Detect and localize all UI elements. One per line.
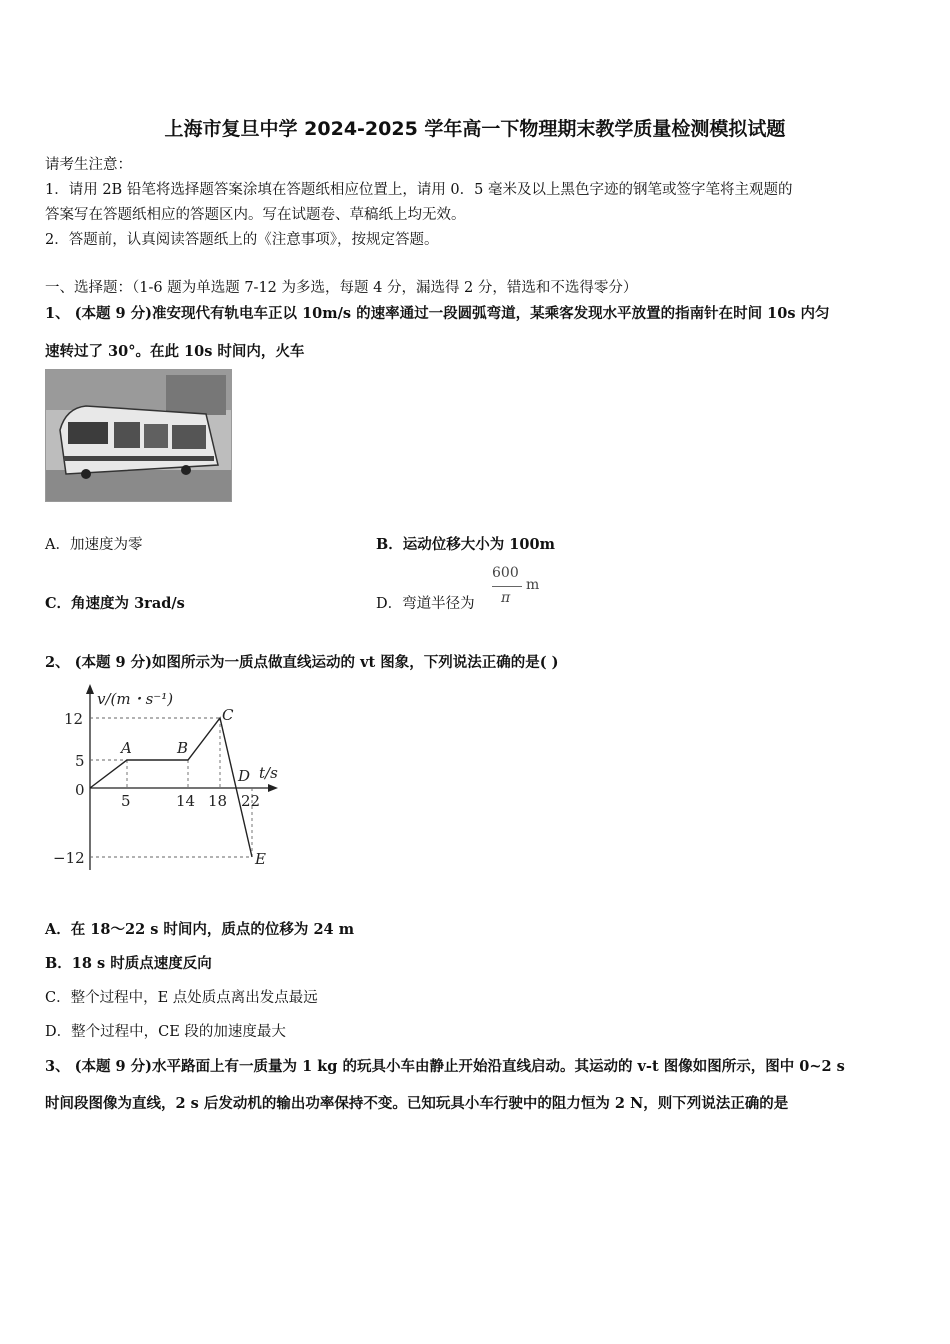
q1-option-d: D．弯道半径为 <box>376 596 475 612</box>
x-tick-18: 18 <box>208 792 228 810</box>
page-title: 上海市复旦中学 2024-2025 学年高一下物理期末教学质量检测模拟试题 <box>164 118 786 140</box>
fraction-unit: m <box>526 577 540 593</box>
q2-option-c: C．整个过程中，E 点处质点离出发点最远 <box>45 990 318 1006</box>
y-tick-5: 5 <box>75 752 85 770</box>
y-axis-label: v/(m・s⁻¹) <box>97 690 174 708</box>
x-tick-14: 14 <box>176 792 196 810</box>
q2-option-a: A．在 18～22 s 时间内，质点的位移为 24 m <box>45 921 355 938</box>
q1-option-b: B．运动位移大小为 100m <box>376 536 555 553</box>
fraction-denominator: π <box>501 590 511 606</box>
y-axis-arrow <box>86 684 94 694</box>
q1-stem-line-2: 速转过了 30°。在此 10s 时间内，火车 <box>45 343 305 360</box>
q1-option-a: A．加速度为零 <box>45 537 143 553</box>
notice-line-2: 答案写在答题纸相应的答题区内。写在试题卷、草稿纸上均无效。 <box>45 207 466 223</box>
fraction-bar <box>492 586 522 587</box>
q2-stem: 2、 (本题 9 分)如图所示为一质点做直线运动的 vt 图象，下列说法正确的是( ) <box>45 654 559 671</box>
q2-option-b: B．18 s 时质点速度反向 <box>45 955 212 972</box>
tram-photo <box>45 369 232 502</box>
notice-line-1: 1．请用 2B 铅笔将选择题答案涂填在答题纸相应位置上，请用 0．5 毫米及以上黑色字迹的钢笔或签字笔将主观题的 <box>45 182 793 198</box>
fraction-numerator: 600 <box>492 565 519 581</box>
notice-heading: 请考生注意： <box>45 157 132 173</box>
x-tick-22: 22 <box>241 792 261 810</box>
point-a-label: A <box>121 739 132 757</box>
q3-stem-line-1: 3、 (本题 9 分)水平路面上有一质量为 1 kg 的玩具小车由静止开始沿直线启动。其运动的 v-t 图像如图所示，图中 0~2 s <box>45 1058 845 1075</box>
point-d-label: D <box>238 767 251 785</box>
q1-stem-line-1: 1、 (本题 9 分)准安现代有轨电车正以 10m/s 的速率通过一段圆弧弯道，某乘客发现水平放置的指南针在时间 10s 内匀 <box>45 305 830 322</box>
x-tick-5: 5 <box>121 792 131 810</box>
x-axis-label: t/s <box>259 764 278 782</box>
x-axis-arrow <box>268 784 278 792</box>
notice-line-3: 2．答题前，认真阅读答题纸上的《注意事项》，按规定答题。 <box>45 232 439 248</box>
origin-label: 0 <box>75 781 85 799</box>
section-heading: 一、选择题：（1-6 题为单选题 7-12 为多选，每题 4 分，漏选得 2 分，错选和不选得零分） <box>45 280 638 296</box>
y-tick-minus12: −12 <box>53 849 85 867</box>
vt-graph <box>45 680 290 880</box>
point-c-label: C <box>222 706 234 724</box>
point-e-label: E <box>255 850 266 868</box>
point-b-label: B <box>177 739 189 757</box>
y-tick-12: 12 <box>64 710 84 728</box>
q2-option-d: D．整个过程中，CE 段的加速度最大 <box>45 1024 286 1040</box>
q3-stem-line-2: 时间段图像为直线，2 s 后发动机的输出功率保持不变。已知玩具小车行驶中的阻力恒为 2 N，则下列说法正确的是 <box>45 1095 789 1112</box>
q1-option-c: C．角速度为 3rad/s <box>45 595 185 612</box>
